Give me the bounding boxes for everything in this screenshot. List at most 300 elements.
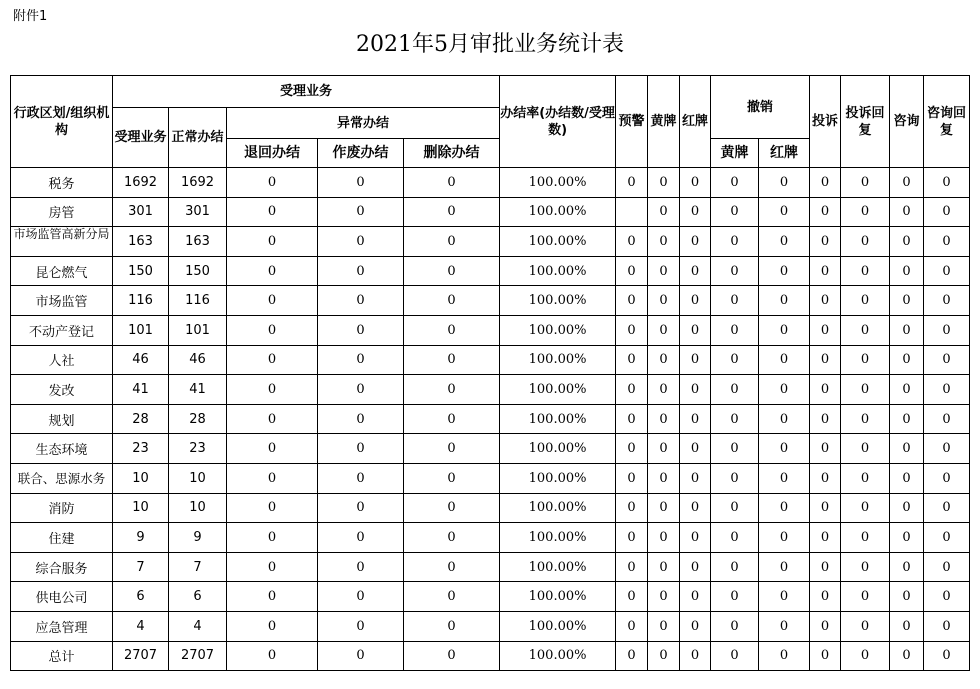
cell-revoke-yellow: 0 <box>711 582 759 612</box>
cell-rate: 100.00% <box>500 227 616 257</box>
cell-complaint: 0 <box>810 404 841 434</box>
cell-complaint: 0 <box>810 227 841 257</box>
cell-complaint-reply: 0 <box>841 582 890 612</box>
cell-voided: 0 <box>318 168 404 198</box>
table-row <box>11 582 970 612</box>
cell-consult-reply: 0 <box>924 582 970 612</box>
cell-red: 0 <box>680 168 711 198</box>
header-deleted: 删除办结 <box>404 139 500 168</box>
cell-normal: 150 <box>169 256 227 286</box>
row-name: 市场监管高新分局 <box>11 227 113 257</box>
cell-rate: 100.00% <box>500 582 616 612</box>
row-name: 不动产登记 <box>11 315 113 345</box>
header-voided: 作废办结 <box>318 139 404 168</box>
cell-revoke-yellow: 0 <box>711 315 759 345</box>
cell-consult-reply: 0 <box>924 493 970 523</box>
cell-returned: 0 <box>227 256 318 286</box>
cell-voided: 0 <box>318 286 404 316</box>
cell-rate: 100.00% <box>500 286 616 316</box>
cell-returned: 0 <box>227 315 318 345</box>
cell-revoke-yellow: 0 <box>711 493 759 523</box>
cell-consult-reply: 0 <box>924 197 970 227</box>
cell-complaint: 0 <box>810 315 841 345</box>
cell-yellow: 0 <box>648 582 680 612</box>
cell-yellow: 0 <box>648 375 680 405</box>
header-revoke-red: 红牌 <box>759 139 810 168</box>
cell-complaint-reply: 0 <box>841 611 890 641</box>
cell-complaint: 0 <box>810 434 841 464</box>
cell-complaint: 0 <box>810 168 841 198</box>
cell-revoke-red: 0 <box>759 256 810 286</box>
cell-complaint-reply: 0 <box>841 256 890 286</box>
cell-voided: 0 <box>318 227 404 257</box>
cell-voided: 0 <box>318 611 404 641</box>
cell-warning: 0 <box>616 493 648 523</box>
row-name: 房管 <box>11 197 113 227</box>
table-row <box>11 256 970 286</box>
cell-rate: 100.00% <box>500 375 616 405</box>
cell-consult-reply: 0 <box>924 552 970 582</box>
cell-returned: 0 <box>227 345 318 375</box>
cell-revoke-red: 0 <box>759 197 810 227</box>
header-returned: 退回办结 <box>227 139 318 168</box>
cell-deleted: 0 <box>404 523 500 553</box>
cell-voided: 0 <box>318 434 404 464</box>
cell-complaint-reply: 0 <box>841 434 890 464</box>
cell-accepted: 10 <box>113 493 169 523</box>
cell-returned: 0 <box>227 641 318 671</box>
header-consult: 咨询 <box>890 76 924 168</box>
cell-red: 0 <box>680 286 711 316</box>
cell-rate: 100.00% <box>500 641 616 671</box>
cell-red: 0 <box>680 523 711 553</box>
header-revoke-group: 撤销 <box>711 76 810 139</box>
cell-normal: 6 <box>169 582 227 612</box>
cell-rate: 100.00% <box>500 552 616 582</box>
header-normal: 正常办结 <box>169 108 227 168</box>
cell-accepted: 7 <box>113 552 169 582</box>
cell-deleted: 0 <box>404 434 500 464</box>
cell-revoke-yellow: 0 <box>711 256 759 286</box>
cell-voided: 0 <box>318 552 404 582</box>
cell-revoke-yellow: 0 <box>711 286 759 316</box>
header-complaint: 投诉 <box>810 76 841 168</box>
table-row <box>11 611 970 641</box>
header-accepted: 受理业务 <box>113 108 169 168</box>
cell-deleted: 0 <box>404 315 500 345</box>
cell-normal: 41 <box>169 375 227 405</box>
row-name: 住建 <box>11 523 113 553</box>
cell-revoke-red: 0 <box>759 582 810 612</box>
cell-deleted: 0 <box>404 286 500 316</box>
cell-complaint-reply: 0 <box>841 197 890 227</box>
cell-returned: 0 <box>227 404 318 434</box>
table-row <box>11 286 970 316</box>
cell-revoke-red: 0 <box>759 552 810 582</box>
cell-complaint-reply: 0 <box>841 463 890 493</box>
cell-accepted: 2707 <box>113 641 169 671</box>
cell-accepted: 46 <box>113 345 169 375</box>
cell-consult-reply: 0 <box>924 523 970 553</box>
cell-accepted: 1692 <box>113 168 169 198</box>
header-red: 红牌 <box>680 76 711 168</box>
cell-red: 0 <box>680 197 711 227</box>
row-name: 消防 <box>11 493 113 523</box>
cell-complaint-reply: 0 <box>841 286 890 316</box>
cell-normal: 2707 <box>169 641 227 671</box>
cell-red: 0 <box>680 375 711 405</box>
cell-accepted: 163 <box>113 227 169 257</box>
cell-revoke-yellow: 0 <box>711 404 759 434</box>
cell-consult-reply: 0 <box>924 611 970 641</box>
row-name: 供电公司 <box>11 582 113 612</box>
cell-warning: 0 <box>616 315 648 345</box>
table-row <box>11 552 970 582</box>
cell-complaint: 0 <box>810 582 841 612</box>
cell-returned: 0 <box>227 227 318 257</box>
cell-revoke-red: 0 <box>759 345 810 375</box>
cell-rate: 100.00% <box>500 256 616 286</box>
cell-returned: 0 <box>227 523 318 553</box>
cell-voided: 0 <box>318 345 404 375</box>
cell-voided: 0 <box>318 315 404 345</box>
cell-complaint: 0 <box>810 256 841 286</box>
row-name: 税务 <box>11 168 113 198</box>
cell-yellow: 0 <box>648 434 680 464</box>
cell-yellow: 0 <box>648 227 680 257</box>
cell-accepted: 101 <box>113 315 169 345</box>
table-row <box>11 641 970 671</box>
cell-accepted: 150 <box>113 256 169 286</box>
header-abnormal-group: 异常办结 <box>227 108 500 139</box>
cell-complaint: 0 <box>810 197 841 227</box>
cell-returned: 0 <box>227 197 318 227</box>
cell-complaint: 0 <box>810 611 841 641</box>
cell-normal: 7 <box>169 552 227 582</box>
header-complaint-reply: 投诉回复 <box>841 76 890 168</box>
cell-normal: 1692 <box>169 168 227 198</box>
cell-consult: 0 <box>890 493 924 523</box>
cell-yellow: 0 <box>648 493 680 523</box>
table-row <box>11 345 970 375</box>
cell-deleted: 0 <box>404 582 500 612</box>
row-name: 综合服务 <box>11 552 113 582</box>
cell-consult-reply: 0 <box>924 345 970 375</box>
cell-consult-reply: 0 <box>924 641 970 671</box>
cell-accepted: 23 <box>113 434 169 464</box>
cell-warning: 0 <box>616 404 648 434</box>
cell-revoke-yellow: 0 <box>711 611 759 641</box>
table-row <box>11 493 970 523</box>
cell-normal: 163 <box>169 227 227 257</box>
cell-accepted: 116 <box>113 286 169 316</box>
cell-deleted: 0 <box>404 493 500 523</box>
cell-consult: 0 <box>890 404 924 434</box>
cell-warning: 0 <box>616 256 648 286</box>
cell-red: 0 <box>680 345 711 375</box>
row-name: 规划 <box>11 404 113 434</box>
cell-rate: 100.00% <box>500 404 616 434</box>
cell-red: 0 <box>680 315 711 345</box>
cell-yellow: 0 <box>648 197 680 227</box>
cell-deleted: 0 <box>404 256 500 286</box>
cell-complaint: 0 <box>810 552 841 582</box>
row-name: 总计 <box>11 641 113 671</box>
header-region: 行政区划/组织机构 <box>11 76 113 168</box>
cell-revoke-red: 0 <box>759 286 810 316</box>
cell-returned: 0 <box>227 434 318 464</box>
cell-consult-reply: 0 <box>924 315 970 345</box>
row-name: 联合、思源水务 <box>11 463 113 493</box>
cell-revoke-yellow: 0 <box>711 463 759 493</box>
table-row <box>11 375 970 405</box>
cell-normal: 28 <box>169 404 227 434</box>
cell-consult: 0 <box>890 463 924 493</box>
cell-normal: 9 <box>169 523 227 553</box>
cell-consult: 0 <box>890 523 924 553</box>
cell-normal: 101 <box>169 315 227 345</box>
page-title: 2021年5月审批业务统计表 <box>356 32 624 57</box>
cell-deleted: 0 <box>404 404 500 434</box>
table-row <box>11 523 970 553</box>
cell-complaint-reply: 0 <box>841 552 890 582</box>
cell-revoke-yellow: 0 <box>711 641 759 671</box>
cell-revoke-red: 0 <box>759 611 810 641</box>
cell-deleted: 0 <box>404 197 500 227</box>
header-revoke-yellow: 黄牌 <box>711 139 759 168</box>
cell-normal: 116 <box>169 286 227 316</box>
cell-accepted: 28 <box>113 404 169 434</box>
cell-consult-reply: 0 <box>924 286 970 316</box>
table-row <box>11 227 970 257</box>
cell-warning: 0 <box>616 523 648 553</box>
cell-revoke-yellow: 0 <box>711 523 759 553</box>
cell-complaint-reply: 0 <box>841 404 890 434</box>
cell-consult-reply: 0 <box>924 227 970 257</box>
cell-yellow: 0 <box>648 315 680 345</box>
cell-warning: 0 <box>616 375 648 405</box>
cell-complaint-reply: 0 <box>841 168 890 198</box>
cell-revoke-yellow: 0 <box>711 168 759 198</box>
cell-deleted: 0 <box>404 463 500 493</box>
cell-revoke-yellow: 0 <box>711 345 759 375</box>
cell-consult: 0 <box>890 641 924 671</box>
cell-complaint: 0 <box>810 641 841 671</box>
cell-complaint-reply: 0 <box>841 523 890 553</box>
cell-yellow: 0 <box>648 345 680 375</box>
cell-accepted: 9 <box>113 523 169 553</box>
header-rate: 办结率(办结数/受理数) <box>500 76 616 168</box>
cell-red: 0 <box>680 227 711 257</box>
cell-revoke-yellow: 0 <box>711 552 759 582</box>
cell-consult: 0 <box>890 315 924 345</box>
cell-consult: 0 <box>890 611 924 641</box>
cell-revoke-red: 0 <box>759 641 810 671</box>
cell-voided: 0 <box>318 197 404 227</box>
cell-yellow: 0 <box>648 463 680 493</box>
row-name: 生态环境 <box>11 434 113 464</box>
table-row <box>11 168 970 198</box>
cell-consult-reply: 0 <box>924 375 970 405</box>
cell-deleted: 0 <box>404 168 500 198</box>
cell-complaint-reply: 0 <box>841 345 890 375</box>
attachment-label: 附件1 <box>13 9 48 24</box>
cell-rate: 100.00% <box>500 345 616 375</box>
cell-complaint: 0 <box>810 345 841 375</box>
header-consult-reply: 咨询回复 <box>924 76 970 168</box>
cell-complaint: 0 <box>810 463 841 493</box>
statistics-table <box>10 75 970 671</box>
cell-normal: 4 <box>169 611 227 641</box>
cell-warning: 0 <box>616 582 648 612</box>
cell-consult: 0 <box>890 582 924 612</box>
cell-consult: 0 <box>890 286 924 316</box>
cell-consult-reply: 0 <box>924 463 970 493</box>
cell-yellow: 0 <box>648 286 680 316</box>
cell-warning: 0 <box>616 641 648 671</box>
cell-revoke-red: 0 <box>759 434 810 464</box>
cell-returned: 0 <box>227 375 318 405</box>
cell-deleted: 0 <box>404 611 500 641</box>
cell-red: 0 <box>680 463 711 493</box>
cell-red: 0 <box>680 493 711 523</box>
row-name: 发改 <box>11 375 113 405</box>
cell-voided: 0 <box>318 375 404 405</box>
cell-consult: 0 <box>890 434 924 464</box>
cell-warning: 0 <box>616 463 648 493</box>
table-row <box>11 197 970 227</box>
cell-warning: 0 <box>616 168 648 198</box>
cell-accepted: 41 <box>113 375 169 405</box>
table-row <box>11 404 970 434</box>
cell-voided: 0 <box>318 256 404 286</box>
header-yellow: 黄牌 <box>648 76 680 168</box>
cell-red: 0 <box>680 434 711 464</box>
cell-revoke-red: 0 <box>759 463 810 493</box>
cell-consult: 0 <box>890 168 924 198</box>
cell-complaint: 0 <box>810 286 841 316</box>
table-row <box>11 434 970 464</box>
cell-returned: 0 <box>227 168 318 198</box>
cell-returned: 0 <box>227 493 318 523</box>
cell-accepted: 4 <box>113 611 169 641</box>
cell-warning: 0 <box>616 227 648 257</box>
cell-warning: 0 <box>616 552 648 582</box>
cell-revoke-red: 0 <box>759 168 810 198</box>
cell-accepted: 301 <box>113 197 169 227</box>
cell-voided: 0 <box>318 582 404 612</box>
cell-revoke-yellow: 0 <box>711 197 759 227</box>
cell-voided: 0 <box>318 404 404 434</box>
cell-revoke-red: 0 <box>759 523 810 553</box>
header-accepted-group: 受理业务 <box>113 76 500 108</box>
cell-yellow: 0 <box>648 256 680 286</box>
cell-yellow: 0 <box>648 611 680 641</box>
cell-accepted: 6 <box>113 582 169 612</box>
cell-consult-reply: 0 <box>924 404 970 434</box>
cell-normal: 46 <box>169 345 227 375</box>
row-name: 昆仑燃气 <box>11 256 113 286</box>
cell-yellow: 0 <box>648 404 680 434</box>
cell-consult-reply: 0 <box>924 434 970 464</box>
cell-deleted: 0 <box>404 641 500 671</box>
cell-revoke-red: 0 <box>759 315 810 345</box>
cell-consult: 0 <box>890 552 924 582</box>
cell-normal: 10 <box>169 493 227 523</box>
cell-revoke-yellow: 0 <box>711 227 759 257</box>
cell-yellow: 0 <box>648 168 680 198</box>
cell-complaint-reply: 0 <box>841 315 890 345</box>
cell-rate: 100.00% <box>500 523 616 553</box>
cell-red: 0 <box>680 552 711 582</box>
cell-red: 0 <box>680 404 711 434</box>
row-name: 市场监管 <box>11 286 113 316</box>
cell-warning: 0 <box>616 611 648 641</box>
cell-red: 0 <box>680 611 711 641</box>
cell-revoke-yellow: 0 <box>711 375 759 405</box>
cell-consult: 0 <box>890 256 924 286</box>
cell-consult-reply: 0 <box>924 256 970 286</box>
cell-complaint-reply: 0 <box>841 641 890 671</box>
cell-complaint-reply: 0 <box>841 227 890 257</box>
cell-voided: 0 <box>318 463 404 493</box>
cell-deleted: 0 <box>404 552 500 582</box>
row-name: 应急管理 <box>11 611 113 641</box>
cell-consult: 0 <box>890 375 924 405</box>
cell-rate: 100.00% <box>500 168 616 198</box>
cell-red: 0 <box>680 256 711 286</box>
cell-consult: 0 <box>890 227 924 257</box>
cell-normal: 23 <box>169 434 227 464</box>
cell-rate: 100.00% <box>500 611 616 641</box>
cell-returned: 0 <box>227 286 318 316</box>
table-row <box>11 315 970 345</box>
cell-voided: 0 <box>318 523 404 553</box>
cell-normal: 301 <box>169 197 227 227</box>
cell-revoke-red: 0 <box>759 493 810 523</box>
cell-rate: 100.00% <box>500 197 616 227</box>
cell-rate: 100.00% <box>500 493 616 523</box>
cell-warning: 0 <box>616 286 648 316</box>
cell-returned: 0 <box>227 582 318 612</box>
cell-complaint: 0 <box>810 523 841 553</box>
cell-yellow: 0 <box>648 523 680 553</box>
table-row <box>11 463 970 493</box>
cell-returned: 0 <box>227 611 318 641</box>
cell-voided: 0 <box>318 641 404 671</box>
cell-consult: 0 <box>890 345 924 375</box>
row-name: 人社 <box>11 345 113 375</box>
cell-rate: 100.00% <box>500 315 616 345</box>
cell-complaint-reply: 0 <box>841 493 890 523</box>
header-warning: 预警 <box>616 76 648 168</box>
cell-warning: 0 <box>616 345 648 375</box>
cell-revoke-red: 0 <box>759 404 810 434</box>
cell-deleted: 0 <box>404 227 500 257</box>
cell-deleted: 0 <box>404 345 500 375</box>
cell-complaint: 0 <box>810 375 841 405</box>
cell-rate: 100.00% <box>500 434 616 464</box>
cell-accepted: 10 <box>113 463 169 493</box>
cell-yellow: 0 <box>648 552 680 582</box>
cell-complaint-reply: 0 <box>841 375 890 405</box>
cell-voided: 0 <box>318 493 404 523</box>
cell-consult: 0 <box>890 197 924 227</box>
cell-returned: 0 <box>227 463 318 493</box>
cell-warning: 0 <box>616 434 648 464</box>
cell-normal: 10 <box>169 463 227 493</box>
cell-revoke-yellow: 0 <box>711 434 759 464</box>
